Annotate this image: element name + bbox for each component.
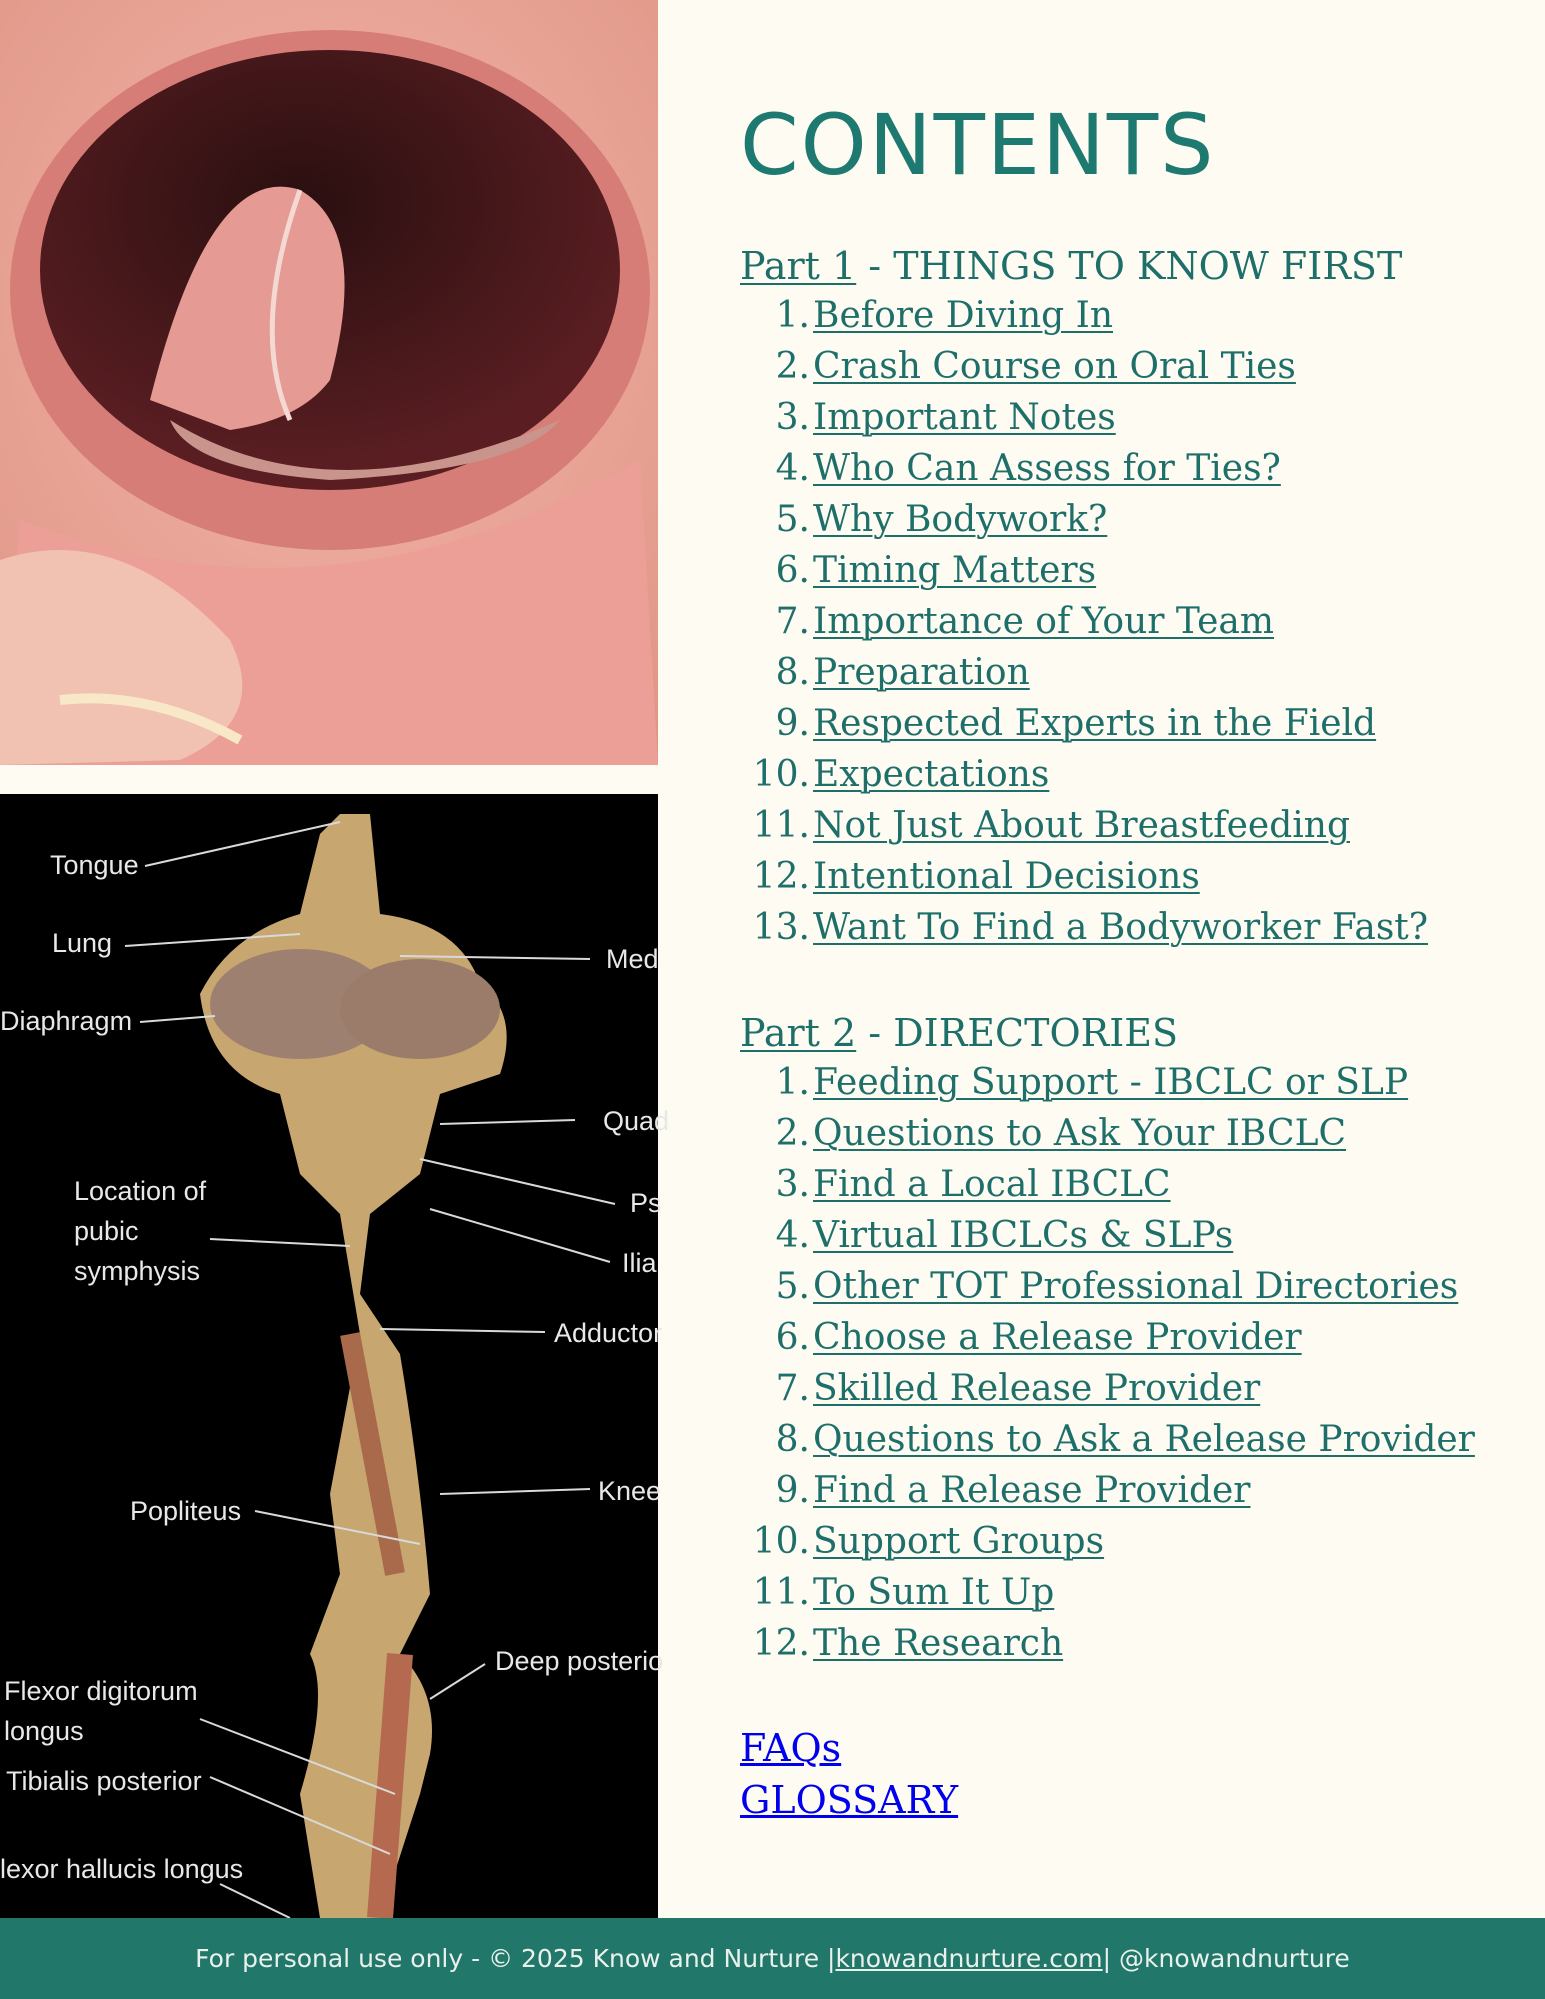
label-knee: Knee bbox=[598, 1476, 662, 1506]
toc-item-number: 1. bbox=[775, 295, 810, 336]
toc-item-number: 4. bbox=[775, 448, 810, 489]
toc-item-link[interactable]: Important Notes bbox=[813, 397, 1116, 438]
part2-heading-text: - DIRECTORIES bbox=[856, 1011, 1179, 1055]
toc-item-number: 5. bbox=[775, 499, 810, 540]
toc-item-number: 7. bbox=[775, 1368, 810, 1409]
label-popliteus: Popliteus bbox=[130, 1496, 242, 1526]
toc-item-link[interactable]: The Research bbox=[813, 1623, 1064, 1664]
label-med: Med bbox=[606, 944, 659, 974]
infant-mouth-photo bbox=[0, 0, 658, 765]
toc-item-link[interactable]: Questions to Ask a Release Provider bbox=[813, 1419, 1475, 1460]
toc-item-number: 10. bbox=[752, 1521, 810, 1562]
anatomy-fascia-photo bbox=[0, 794, 670, 1918]
image-column bbox=[0, 0, 670, 1918]
faqs-link[interactable]: FAQs bbox=[740, 1726, 842, 1770]
label-location-1: Location of bbox=[74, 1176, 207, 1206]
footer-suffix: | @knowandnurture bbox=[1102, 1944, 1350, 1973]
toc-item-number: 9. bbox=[775, 1470, 810, 1511]
toc-item-number: 8. bbox=[775, 652, 810, 693]
toc-item-link[interactable]: Not Just About Breastfeeding bbox=[813, 805, 1350, 846]
toc-item-link[interactable]: Importance of Your Team bbox=[813, 601, 1275, 642]
toc-item-number: 7. bbox=[775, 601, 810, 642]
toc-item-number: 11. bbox=[752, 1572, 810, 1613]
part1-link[interactable]: Part 1 bbox=[740, 244, 857, 288]
label-tongue: Tongue bbox=[50, 850, 139, 880]
label-diaphragm: Diaphragm bbox=[0, 1006, 133, 1036]
toc-item-link[interactable]: Other TOT Professional Directories bbox=[813, 1266, 1459, 1307]
toc-item-link[interactable]: Questions to Ask Your IBCLC bbox=[813, 1113, 1347, 1154]
label-location-2: pubic bbox=[74, 1216, 139, 1246]
toc-item-number: 12. bbox=[752, 856, 810, 897]
part1-heading bbox=[740, 244, 1402, 288]
toc-item-link[interactable]: Feeding Support - IBCLC or SLP bbox=[813, 1062, 1409, 1103]
label-tibialis-posterior: Tibialis posterior bbox=[6, 1766, 202, 1796]
toc-item-link[interactable]: Choose a Release Provider bbox=[813, 1317, 1302, 1358]
toc-item-number: 9. bbox=[775, 703, 810, 744]
part2-heading bbox=[740, 1011, 1178, 1055]
label-deep-posterior: Deep posterio bbox=[495, 1646, 664, 1676]
part2-link[interactable]: Part 2 bbox=[740, 1011, 857, 1055]
toc-item-number: 8. bbox=[775, 1419, 810, 1460]
back-matter-links bbox=[740, 1726, 958, 1830]
toc-item-link[interactable]: To Sum It Up bbox=[813, 1572, 1055, 1613]
glossary-link[interactable]: GLOSSARY bbox=[740, 1778, 959, 1822]
label-lung: Lung bbox=[52, 928, 113, 958]
toc-item-number: 13. bbox=[752, 907, 810, 948]
footer-site-link[interactable]: knowandnurture.com bbox=[835, 1944, 1103, 1973]
footer bbox=[0, 1918, 1545, 1999]
toc-item-link[interactable]: Want To Find a Bodyworker Fast? bbox=[813, 907, 1429, 948]
toc-item-link[interactable]: Timing Matters bbox=[813, 550, 1097, 591]
toc-item-number: 2. bbox=[775, 1113, 810, 1154]
toc-item-link[interactable]: Intentional Decisions bbox=[813, 856, 1200, 897]
part1-heading-text: - THINGS TO KNOW FIRST bbox=[856, 244, 1403, 288]
toc-item-link[interactable]: Preparation bbox=[813, 652, 1030, 693]
label-fhl: lexor hallucis longus bbox=[0, 1854, 244, 1884]
label-ps: Ps bbox=[630, 1188, 662, 1218]
toc-item-number: 10. bbox=[752, 754, 810, 795]
label-quad: Quad bbox=[603, 1106, 670, 1136]
toc-item-number: 5. bbox=[775, 1266, 810, 1307]
label-adductor: Adductor bbox=[554, 1318, 663, 1348]
label-fdl-1: Flexor digitorum bbox=[4, 1676, 198, 1706]
toc-item-link[interactable]: Expectations bbox=[813, 754, 1050, 795]
toc-item-link[interactable]: Virtual IBCLCs & SLPs bbox=[813, 1215, 1234, 1256]
toc-item-number: 11. bbox=[752, 805, 810, 846]
toc-item-number: 1. bbox=[775, 1062, 810, 1103]
toc-item-link[interactable]: Before Diving In bbox=[813, 295, 1114, 336]
toc-item-number: 6. bbox=[775, 1317, 810, 1358]
footer-prefix: For personal use only - © 2025 Know and Nurture | bbox=[195, 1944, 836, 1973]
toc-item-link[interactable]: Who Can Assess for Ties? bbox=[813, 448, 1281, 489]
toc-item-number: 3. bbox=[775, 1164, 810, 1205]
toc-item-link[interactable]: Crash Course on Oral Ties bbox=[813, 346, 1296, 387]
toc-item-link[interactable]: Skilled Release Provider bbox=[813, 1368, 1261, 1409]
toc-item-link[interactable]: Why Bodywork? bbox=[813, 499, 1108, 540]
label-fdl-2: longus bbox=[4, 1716, 84, 1746]
toc-item-number: 3. bbox=[775, 397, 810, 438]
toc-item-number: 12. bbox=[752, 1623, 810, 1664]
toc-item-link[interactable]: Find a Release Provider bbox=[813, 1470, 1251, 1511]
page-title: CONTENTS bbox=[740, 96, 1216, 194]
toc-item-number: 4. bbox=[775, 1215, 810, 1256]
label-ilia: Ilia bbox=[622, 1248, 657, 1278]
toc-item-number: 6. bbox=[775, 550, 810, 591]
toc-item-number: 2. bbox=[775, 346, 810, 387]
toc-item-link[interactable]: Find a Local IBCLC bbox=[813, 1164, 1171, 1205]
label-location-3: symphysis bbox=[74, 1256, 201, 1286]
toc-item-link[interactable]: Support Groups bbox=[813, 1521, 1105, 1562]
toc-item-link[interactable]: Respected Experts in the Field bbox=[813, 703, 1377, 744]
